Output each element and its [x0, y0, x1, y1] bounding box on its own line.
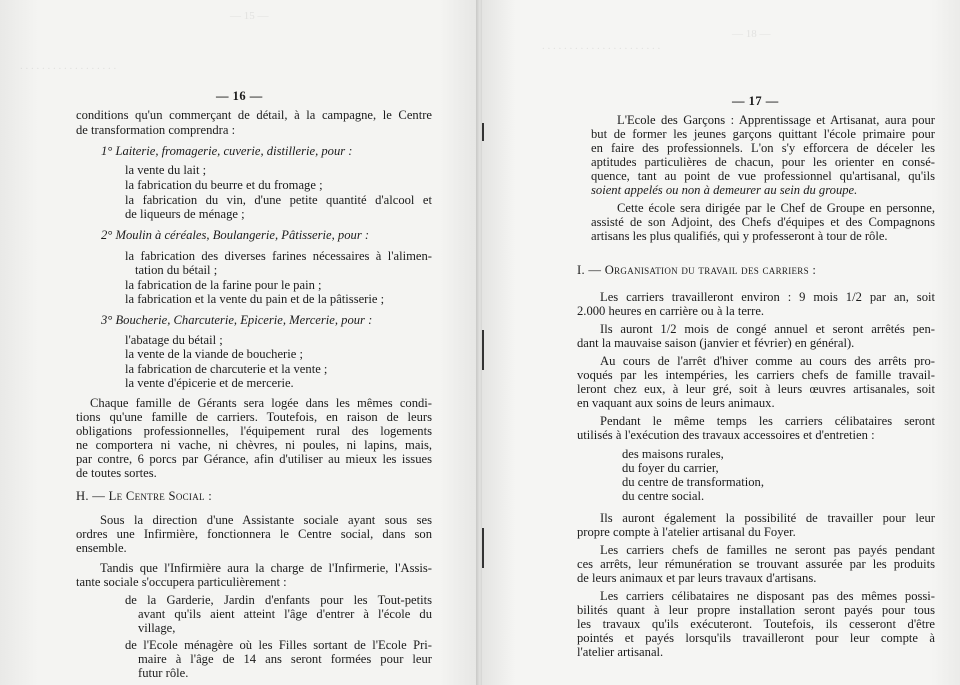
section-heading: I. — Organisation du travail des carriers :: [577, 263, 817, 277]
list-item: de l'Ecole ménagère où les Filles sortant de l'Ecole Pri-: [125, 638, 432, 652]
text-line: en faire des professionnels. L'on s'y efforcera de déceler les: [591, 141, 935, 155]
text-line: Ils auront 1/2 mois de congé annuel et seront arrêtés pen-: [600, 322, 935, 336]
list-item: la fabrication et la vente du pain et de la pâtisserie ;: [125, 292, 385, 306]
right-page: — 18 — . . . . . . . . . . . . . . . . . . . . . . — 17 — L'Ecole des Garçons : Apprentissage et Artisanat, aura pour but de former les jeunes garçons quittant l'école primaire pour en faire des professionnels. L'on s'y efforcera de déceler les aptitudes particulières de chacun, pour les orienter en consé- quence, tant au point de vue professionnel qu'artisanal, qu'ils soient appelés ou non à demeurer au sein du groupe. Cette école sera dirigée par le Chef de Groupe en personne, assisté de son Adjoint, des Chefs d'équipes et des Compagnons artisans les plus qualifiés, qui y professeront à tour de rôle. I. — Organisation du travail des carriers : Les carriers travailleront environ : 9 mois 1/2 par an, soit 2.000 heures en carrière ou à la terre. Ils auront 1/2 mois de congé annuel et seront arrêtés pen- dant la mauvaise saison (janvier et février) en général). Au cours de l'arrêt d'hiver comme au cours des arrêts pro- voqués par les intempéries, les carriers chefs de famille travail- leront chez eux, à leur gré, soit à leurs œuvres artisanales, soit en vaquant aux soins de leurs animaux. Pendant le même temps les carriers célibataires seront utilisés à l'exécution des travaux accessoires et d'entretien : des maisons rurales, du foyer du carrier, du centre de transformation, du centre social. Ils auront également la possibilité de travailler pour leur propre compte à l'atelier artisanal du Foyer. Les carriers chefs de familles ne seront pas payés pendant ces arrêts, leur rémunération se trouvant assurée par les produits de leurs animaux et par leurs travaux d'artisans. Les carriers célibataires ne disposant pas des mêmes possi- bilités quant à leur propre installation seront payés pour tous les travaux qu'ils exécuteront. Toutefois, ils cesseront d'être pointés et payés lorsqu'ils travailleront pour leur compte à l'atelier artisanal.: [482, 0, 960, 685]
text-line: les travaux qu'ils exécuteront. Toutefois, ils cesseront d'être: [577, 617, 935, 631]
list-item: la fabrication de charcuterie et la vente ;: [125, 362, 328, 376]
text-line: Pendant le même temps les carriers célibataires seront: [600, 414, 935, 428]
text-line: Au cours de l'arrêt d'hiver comme au cours des arrêts pro-: [600, 354, 935, 368]
text-line: Les carriers travailleront environ : 9 mois 1/2 par an, soit: [600, 290, 935, 304]
list-item: la fabrication des diverses farines nécessaires à l'alimen-: [125, 249, 432, 263]
text-line: Les carriers célibataires ne disposant pas des mêmes possi-: [600, 589, 935, 603]
list-item: la vente de la viande de boucherie ;: [125, 347, 303, 361]
list-item: avant qu'ils aient atteint l'âge d'entrer à l'école du: [138, 607, 432, 621]
text-line: obligations professionnelles, l'équipement rural des logements: [76, 424, 432, 438]
text-line: Les carriers chefs de familles ne seront pas payés pendant: [600, 543, 935, 557]
text-line: ensemble.: [76, 541, 127, 555]
text-line: tante sociale s'occupera particulièrement :: [76, 575, 287, 589]
text-line: conditions qu'un commerçant de détail, à la campagne, le Centre: [76, 108, 432, 122]
text-line: utilisés à l'exécution des travaux accessoires et d'entretien :: [577, 428, 875, 442]
text-line: 2.000 heures en carrière ou à la terre.: [577, 304, 765, 318]
list-item: la fabrication du beurre et du fromage ;: [125, 178, 323, 192]
text-line: l'atelier artisanal.: [577, 645, 664, 659]
list-heading: 3° Boucherie, Charcuterie, Epicerie, Mercerie, pour :: [101, 313, 373, 327]
text-line: pointés et payés lorsqu'ils travailleront pour leur compte à: [577, 631, 935, 645]
list-item: de liqueurs de ménage ;: [125, 207, 245, 221]
text-line: artisans les plus qualifiés, qui y professeront à tour de rôle.: [591, 229, 888, 243]
text-line: ne comportera ni vache, ni chèvres, ni poules, ni lapins, mais,: [76, 438, 432, 452]
list-item: de la Garderie, Jardin d'enfants pour les Tout-petits: [125, 593, 432, 607]
text-line: Sous la direction d'une Assistante sociale ayant sous ses: [100, 513, 432, 527]
staple-mark: [482, 330, 484, 370]
text-line: leront chez eux, à leur gré, soit à leurs œuvres artisanales, soit: [577, 382, 935, 396]
list-item: la vente d'épicerie et de mercerie.: [125, 376, 294, 390]
list-item: maire à l'âge de 14 ans seront formées pour leur: [138, 652, 432, 666]
text-line: de leurs animaux et par leurs travaux d'artisans.: [577, 571, 817, 585]
left-page: — 15 — . . . . . . . . . . . . . . . . . . — 16 — conditions qu'un commerçant de détail, à la campagne, le Centre de transformation comprendra : 1° Laiterie, fromagerie, cuverie, distillerie, pour : la vente du lait ; la fabrication du beurre et du fromage ; la fabrication du vin, d'une petite quantité d'alcool et de liqueurs de ménage ; 2° Moulin à céréales, Boulangerie, Pâtisserie, pour : la fabrication des diverses farines nécessaires à l'alimen- tation du bétail ; la fabrication de la farine pour le pain ; la fabrication et la vente du pain et de la pâtisserie ; 3° Boucherie, Charcuterie, Epicerie, Mercerie, pour : l'abatage du bétail ; la vente de la viande de boucherie ; la fabrication de charcuterie et la vente ; la vente d'épicerie et de mercerie. Chaque famille de Gérants sera logée dans les mêmes condi- tions qu'une famille de carriers. Toutefois, en raison de leurs obligations professionnelles, l'équipement rural des logements ne comportera ni vache, ni chèvres, ni poules, ni lapins, mais, par contre, 6 porcs par Gérance, afin d'utiliser au mieux les issues de toutes sortes. H. — Le Centre Social : Sous la direction d'une Assistante sociale ayant sous ses ordres une Infirmière, fonctionnera le Centre social, dans son ensemble. Tandis que l'Infirmière aura la charge de l'Infirmerie, l'Assis- tante sociale s'occupera particulièrement : de la Garderie, Jardin d'enfants pour les Tout-petits avant qu'ils aient atteint l'âge d'entrer à l'école du village, de l'Ecole ménagère où les Filles sortant de l'Ecole Pri- maire à l'âge de 14 ans seront formées pour leur futur rôle.: [0, 0, 478, 685]
text-line: Cette école sera dirigée par le Chef de Groupe en personne,: [617, 201, 935, 215]
text-line: tions qu'une famille de carriers. Toutefois, en raison de leurs: [76, 410, 432, 424]
text-line: bilités quant à leur propre installation seront payés pour tous: [577, 603, 935, 617]
text-line: Ils auront également la possibilité de travailler pour leur: [600, 511, 935, 525]
list-item: du foyer du carrier,: [622, 461, 719, 475]
text-line: ordres une Infirmière, fonctionnera le Centre social, dans son: [76, 527, 432, 541]
text-line: L'Ecole des Garçons : Apprentissage et Artisanat, aura pour: [617, 113, 935, 127]
text-line: en vaquant aux soins de leurs animaux.: [577, 396, 775, 410]
list-item: du centre social.: [622, 489, 705, 503]
list-item: la vente du lait ;: [125, 163, 207, 177]
text-line: par contre, 6 porcs par Gérance, afin d'utiliser au mieux les issues: [76, 452, 432, 466]
text-line: Tandis que l'Infirmière aura la charge de l'Infirmerie, l'Assis-: [100, 561, 432, 575]
text-line: dant la mauvaise saison (janvier et février) en général).: [577, 336, 855, 350]
page-number: — 16 —: [216, 89, 263, 103]
text-line: de toutes sortes.: [76, 466, 157, 480]
list-item: la fabrication du vin, d'une petite quantité d'alcool et: [125, 193, 432, 207]
list-item: du centre de transformation,: [622, 475, 764, 489]
text-line: assisté de son Adjoint, des Chefs d'équipes et des Compagnons: [591, 215, 935, 229]
text-line: soient appelés ou non à demeurer au sein du groupe.: [591, 183, 858, 197]
text-line: aptitudes particulières de chacun, pour les orienter en consé-: [591, 155, 935, 169]
list-item: la fabrication de la farine pour le pain ;: [125, 278, 322, 292]
text-line: quence, tant au point de vue professionnel qu'artisanal, qu'ils: [591, 169, 935, 183]
text-line: but de former les jeunes garçons quittant l'école primaire pour: [591, 127, 935, 141]
text-line: de transformation comprendra :: [76, 123, 236, 137]
list-item: l'abatage du bétail ;: [125, 333, 223, 347]
page-number: — 17 —: [732, 94, 779, 108]
staple-mark: [482, 528, 484, 568]
list-item: futur rôle.: [138, 666, 189, 680]
section-heading: H. — Le Centre Social :: [76, 489, 213, 503]
list-heading: 2° Moulin à céréales, Boulangerie, Pâtisserie, pour :: [101, 228, 370, 242]
list-item: village,: [138, 621, 176, 635]
staple-mark: [482, 123, 484, 141]
text-line: propre compte à l'atelier artisanal du Foyer.: [577, 525, 796, 539]
text-line: Chaque famille de Gérants sera logée dans les mêmes condi-: [90, 396, 432, 410]
list-item: des maisons rurales,: [622, 447, 724, 461]
list-heading: 1° Laiterie, fromagerie, cuverie, distillerie, pour :: [101, 144, 353, 158]
text-line: voqués par les intempéries, les carriers chefs de famille travail-: [577, 368, 935, 382]
text-line: ces arrêts, leur rémunération se trouvant assurée par les produits: [577, 557, 935, 571]
list-item: tation du bétail ;: [135, 263, 218, 277]
